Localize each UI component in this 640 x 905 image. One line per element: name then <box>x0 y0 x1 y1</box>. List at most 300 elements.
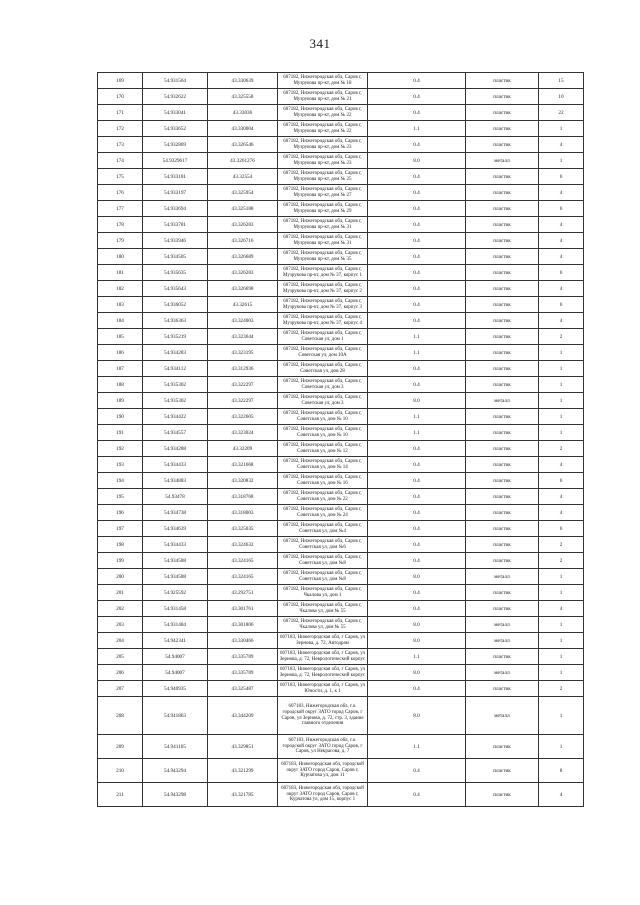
volume-cell: 0.4 <box>368 201 466 217</box>
row-number-cell: 209 <box>98 735 143 759</box>
volume-cell: 0.4 <box>368 361 466 377</box>
table-row <box>98 201 584 217</box>
row-number-cell: 211 <box>98 783 143 807</box>
address-cell: 607183, Нижегородская обл, г Саров, ул Зернова, д. 72, Автодрам <box>278 633 368 649</box>
longitude-cell: 43.324632 <box>208 537 278 553</box>
material-cell: пластик <box>466 297 539 313</box>
row-number-cell: 202 <box>98 601 143 617</box>
volume-cell: 0.4 <box>368 489 466 505</box>
volume-cell: 0.4 <box>368 185 466 201</box>
longitude-cell: 43.32554 <box>208 169 278 185</box>
volume-cell: 0.4 <box>368 265 466 281</box>
material-cell: металл <box>466 569 539 585</box>
count-cell: 4 <box>539 185 584 201</box>
table-row <box>98 105 584 121</box>
table-row <box>98 137 584 153</box>
material-cell: пластик <box>466 217 539 233</box>
count-cell: 4 <box>539 601 584 617</box>
address-cell: 607182, Нижегородская обл, Саров г, Советская ул, дом № 12 <box>278 441 368 457</box>
row-number-cell: 198 <box>98 537 143 553</box>
row-number-cell: 183 <box>98 297 143 313</box>
count-cell: 4 <box>539 249 584 265</box>
page-number: 341 <box>309 36 331 51</box>
material-cell: пластик <box>466 249 539 265</box>
row-number-cell: 193 <box>98 457 143 473</box>
longitude-cell: 43.33036 <box>208 105 278 121</box>
material-cell: пластик <box>466 585 539 601</box>
address-cell: 607182, Нижегородская обл, Саров г, Советская ул, дом № 22 <box>278 489 368 505</box>
count-cell: 4 <box>539 783 584 807</box>
row-number-cell: 199 <box>98 553 143 569</box>
longitude-cell: 43.3261276 <box>208 153 278 169</box>
latitude-cell: 54.931484 <box>143 617 208 633</box>
material-cell: пластик <box>466 313 539 329</box>
latitude-cell: 54.94007 <box>143 665 208 681</box>
volume-cell: 0.4 <box>368 441 466 457</box>
count-cell: 1 <box>539 345 584 361</box>
address-cell: 607182, Нижегородская обл, Саров г, Советская ул, дом № 16 <box>278 473 368 489</box>
latitude-cell: 54.936363 <box>143 313 208 329</box>
table-row <box>98 665 584 681</box>
volume-cell: 0.4 <box>368 297 466 313</box>
count-cell: 10 <box>539 89 584 105</box>
latitude-cell: 54.935302 <box>143 377 208 393</box>
count-cell: 22 <box>539 105 584 121</box>
material-cell: пластик <box>466 425 539 441</box>
address-cell: 607182, Нижегородская обл, Саров г, Музрукова пр-кт, дом № 21 <box>278 89 368 105</box>
address-cell: 607182, Нижегородская обл, Саров г, Музрукова пр-кт, дом № 37, корпус 2 <box>278 281 368 297</box>
count-cell: 1 <box>539 153 584 169</box>
volume-cell: 1.1 <box>368 735 466 759</box>
volume-cell: 1.1 <box>368 345 466 361</box>
table-row <box>98 585 584 601</box>
volume-cell: 0.4 <box>368 537 466 553</box>
count-cell: 2 <box>539 537 584 553</box>
volume-cell: 8.0 <box>368 665 466 681</box>
address-cell: 607182, Нижегородская обл, Саров г, Музрукова пр-кт, дом № 29 <box>278 201 368 217</box>
volume-cell: 8.0 <box>368 153 466 169</box>
row-number-cell: 175 <box>98 169 143 185</box>
count-cell: 2 <box>539 441 584 457</box>
longitude-cell: 43.322605 <box>208 409 278 425</box>
material-cell: пластик <box>466 601 539 617</box>
latitude-cell: 54.933781 <box>143 217 208 233</box>
latitude-cell: 54.934883 <box>143 473 208 489</box>
table-row <box>98 441 584 457</box>
row-number-cell: 194 <box>98 473 143 489</box>
longitude-cell: 43.322297 <box>208 393 278 409</box>
table-row <box>98 153 584 169</box>
volume-cell: 0.4 <box>368 73 466 89</box>
volume-cell: 8.0 <box>368 697 466 735</box>
latitude-cell: 54.934433 <box>143 457 208 473</box>
longitude-cell: 43.324003 <box>208 313 278 329</box>
latitude-cell: 54.943294 <box>143 759 208 783</box>
address-cell: 607182, Нижегородская обл, Саров г, Чкалова ул, дом № 55 <box>278 617 368 633</box>
count-cell: 1 <box>539 377 584 393</box>
address-cell: 607182, Нижегородская обл, Саров г, Советская ул, дом № 10 <box>278 425 368 441</box>
count-cell: 1 <box>539 633 584 649</box>
latitude-cell: 54.934433 <box>143 537 208 553</box>
material-cell: пластик <box>466 681 539 697</box>
row-number-cell: 192 <box>98 441 143 457</box>
material-cell: пластик <box>466 169 539 185</box>
row-number-cell: 174 <box>98 153 143 169</box>
longitude-cell: 43.335789 <box>208 649 278 665</box>
material-cell: пластик <box>466 649 539 665</box>
table-row <box>98 121 584 137</box>
volume-cell: 8.0 <box>368 617 466 633</box>
table-row <box>98 409 584 425</box>
row-number-cell: 180 <box>98 249 143 265</box>
latitude-cell: 54.934422 <box>143 409 208 425</box>
longitude-cell: 43.330639 <box>208 73 278 89</box>
volume-cell: 0.4 <box>368 505 466 521</box>
count-cell: 1 <box>539 665 584 681</box>
volume-cell: 0.4 <box>368 457 466 473</box>
table-row <box>98 361 584 377</box>
row-number-cell: 184 <box>98 313 143 329</box>
volume-cell: 0.4 <box>368 169 466 185</box>
material-cell: металл <box>466 697 539 735</box>
row-number-cell: 171 <box>98 105 143 121</box>
latitude-cell: 54.943298 <box>143 783 208 807</box>
table-row <box>98 759 584 783</box>
address-cell: 607182, Нижегородская обл, Саров г, Советская ул, дом №8 <box>278 569 368 585</box>
latitude-cell: 54.934588 <box>143 569 208 585</box>
latitude-cell: 54.934588 <box>143 553 208 569</box>
container-sites-table <box>97 72 584 807</box>
row-number-cell: 206 <box>98 665 143 681</box>
row-number-cell: 207 <box>98 681 143 697</box>
row-number-cell: 185 <box>98 329 143 345</box>
material-cell: пластик <box>466 73 539 89</box>
latitude-cell: 54.933694 <box>143 201 208 217</box>
material-cell: пластик <box>466 377 539 393</box>
material-cell: пластик <box>466 345 539 361</box>
row-number-cell: 204 <box>98 633 143 649</box>
volume-cell: 0.4 <box>368 105 466 121</box>
volume-cell: 1.1 <box>368 121 466 137</box>
address-cell: 607182, Нижегородская обл, Саров г, Чкалова ул, дом 1 <box>278 585 368 601</box>
latitude-cell: 54.9329617 <box>143 153 208 169</box>
longitude-cell: 43.344209 <box>208 697 278 735</box>
volume-cell: 0.4 <box>368 553 466 569</box>
longitude-cell: 43.318768 <box>208 489 278 505</box>
longitude-cell: 43.325188 <box>208 201 278 217</box>
address-cell: 607182, Нижегородская обл, Саров г, Советская ул, дом 28 <box>278 361 368 377</box>
volume-cell: 0.4 <box>368 89 466 105</box>
longitude-cell: 43.325035 <box>208 521 278 537</box>
address-cell: 607182, Нижегородская обл, Саров г, Советская ул, дом № 24 <box>278 505 368 521</box>
latitude-cell: 54.933041 <box>143 105 208 121</box>
material-cell: металл <box>466 633 539 649</box>
table-row <box>98 601 584 617</box>
count-cell: 1 <box>539 425 584 441</box>
material-cell: пластик <box>466 759 539 783</box>
address-cell: 607182, Нижегородская обл, Саров г, Советская ул, дом 3 <box>278 377 368 393</box>
address-cell: 607182, Нижегородская обл, Саров г, Музрукова пр-кт, дом № 35 <box>278 249 368 265</box>
latitude-cell: 54.934283 <box>143 345 208 361</box>
row-number-cell: 169 <box>98 73 143 89</box>
table-row <box>98 425 584 441</box>
table-row <box>98 473 584 489</box>
count-cell: 6 <box>539 201 584 217</box>
table-row <box>98 281 584 297</box>
material-cell: пластик <box>466 281 539 297</box>
latitude-cell: 54.940935 <box>143 681 208 697</box>
count-cell: 4 <box>539 313 584 329</box>
address-cell: 607182, Нижегородская обл, Саров г, Советская ул, дом №4 <box>278 521 368 537</box>
count-cell: 4 <box>539 457 584 473</box>
longitude-cell: 43.32209 <box>208 441 278 457</box>
latitude-cell: 54.933946 <box>143 233 208 249</box>
address-cell: 607182, Нижегородская обл, Саров г, Музрукова пр-кт, дом № 22 <box>278 121 368 137</box>
material-cell: металл <box>466 393 539 409</box>
material-cell: пластик <box>466 783 539 807</box>
address-cell: 607182, Нижегородская обл, Саров г, Советская ул, дом 10А <box>278 345 368 361</box>
count-cell: 2 <box>539 553 584 569</box>
longitude-cell: 43.325487 <box>208 681 278 697</box>
longitude-cell: 43.301761 <box>208 601 278 617</box>
row-number-cell: 189 <box>98 393 143 409</box>
longitude-cell: 43.330004 <box>208 121 278 137</box>
address-cell: 607183, Нижегородская обл, г Саров, ул Зернова, д. 72, Неврологический корпус <box>278 649 368 665</box>
longitude-cell: 43.312936 <box>208 361 278 377</box>
latitude-cell: 54.931564 <box>143 73 208 89</box>
table-row <box>98 73 584 89</box>
longitude-cell: 43.322297 <box>208 377 278 393</box>
count-cell: 8 <box>539 759 584 783</box>
material-cell: пластик <box>466 473 539 489</box>
table-row <box>98 313 584 329</box>
longitude-cell: 43.324165 <box>208 569 278 585</box>
count-cell: 1 <box>539 585 584 601</box>
longitude-cell: 43.321668 <box>208 457 278 473</box>
table-row <box>98 169 584 185</box>
address-cell: 607182, Нижегородская обл, Саров г, Советская ул, дом 1 <box>278 329 368 345</box>
latitude-cell: 54.925592 <box>143 585 208 601</box>
volume-cell: 0.4 <box>368 521 466 537</box>
count-cell: 1 <box>539 697 584 735</box>
latitude-cell: 54.93478 <box>143 489 208 505</box>
address-cell: 607182, Нижегородская обл, Саров г, Советская ул, дом 3 <box>278 393 368 409</box>
material-cell: пластик <box>466 553 539 569</box>
table-row <box>98 377 584 393</box>
table-row <box>98 233 584 249</box>
longitude-cell: 43.323024 <box>208 425 278 441</box>
material-cell: пластик <box>466 361 539 377</box>
latitude-cell: 54.935219 <box>143 329 208 345</box>
count-cell: 6 <box>539 521 584 537</box>
row-number-cell: 182 <box>98 281 143 297</box>
row-number-cell: 173 <box>98 137 143 153</box>
volume-cell: 8.0 <box>368 393 466 409</box>
latitude-cell: 54.936052 <box>143 297 208 313</box>
count-cell: 4 <box>539 489 584 505</box>
material-cell: металл <box>466 153 539 169</box>
address-cell: 607182, Нижегородская обл, Саров г, Советская ул, дом №8 <box>278 553 368 569</box>
row-number-cell: 172 <box>98 121 143 137</box>
volume-cell: 8.0 <box>368 569 466 585</box>
address-cell: 607182, Нижегородская обл, Саров г, Музрукова пр-кт, дом № 37, корпус 3 <box>278 297 368 313</box>
address-cell: 607182, Нижегородская обл, Саров г, Музрукова пр-кт, дом № 23 <box>278 137 368 153</box>
count-cell: 1 <box>539 735 584 759</box>
latitude-cell: 54.933181 <box>143 169 208 185</box>
row-number-cell: 201 <box>98 585 143 601</box>
count-cell: 4 <box>539 137 584 153</box>
address-cell: 607182, Нижегородская обл, Саров г, Музрукова пр-кт, дом № 18 <box>278 73 368 89</box>
volume-cell: 0.4 <box>368 137 466 153</box>
count-cell: 6 <box>539 169 584 185</box>
table-row <box>98 521 584 537</box>
latitude-cell: 54.932622 <box>143 89 208 105</box>
volume-cell: 0.4 <box>368 313 466 329</box>
latitude-cell: 54.942341 <box>143 633 208 649</box>
volume-cell: 8.0 <box>368 633 466 649</box>
address-cell: 607183, Нижегородская обл, г Саров, ул Зернова, д. 72, Неврологический корпус <box>278 665 368 681</box>
latitude-cell: 54.934557 <box>143 425 208 441</box>
count-cell: 1 <box>539 569 584 585</box>
latitude-cell: 54.935643 <box>143 281 208 297</box>
row-number-cell: 203 <box>98 617 143 633</box>
table-row <box>98 297 584 313</box>
longitude-cell: 43.321299 <box>208 759 278 783</box>
volume-cell: 0.4 <box>368 377 466 393</box>
address-cell: 607182, Нижегородская обл, Саров г, Музрукова пр-кт, дом № 37, корпус 1 <box>278 265 368 281</box>
table-row <box>98 249 584 265</box>
longitude-cell: 43.326689 <box>208 249 278 265</box>
volume-cell: 0.4 <box>368 249 466 265</box>
table-row <box>98 265 584 281</box>
count-cell: 15 <box>539 73 584 89</box>
address-cell: 607183, Нижегородская обл, г Саров, ул Юности, д. 1, к 1 <box>278 681 368 697</box>
count-cell: 6 <box>539 297 584 313</box>
table-row <box>98 345 584 361</box>
count-cell: 6 <box>539 473 584 489</box>
table-row <box>98 457 584 473</box>
latitude-cell: 54.934505 <box>143 249 208 265</box>
address-cell: 607182, Нижегородская обл, Саров г, Чкалова ул, дом № 55 <box>278 601 368 617</box>
count-cell: 1 <box>539 393 584 409</box>
material-cell: пластик <box>466 735 539 759</box>
material-cell: пластик <box>466 489 539 505</box>
latitude-cell: 54.933652 <box>143 121 208 137</box>
row-number-cell: 195 <box>98 489 143 505</box>
row-number-cell: 208 <box>98 697 143 735</box>
table-row <box>98 617 584 633</box>
table-row <box>98 393 584 409</box>
latitude-cell: 54.934288 <box>143 441 208 457</box>
address-cell: 607182, Нижегородская обл, Саров г, Музрукова пр-кт, дом № 25 <box>278 169 368 185</box>
row-number-cell: 186 <box>98 345 143 361</box>
latitude-cell: 54.932869 <box>143 137 208 153</box>
volume-cell: 1.1 <box>368 329 466 345</box>
volume-cell: 0.4 <box>368 473 466 489</box>
row-number-cell: 191 <box>98 425 143 441</box>
address-cell: 607182, Нижегородская обл, Саров г, Советская ул, дом №6 <box>278 537 368 553</box>
material-cell: пластик <box>466 409 539 425</box>
latitude-cell: 54.941105 <box>143 735 208 759</box>
address-cell: 607182, Нижегородская обл, Саров г, Музрукова пр-кт, дом № 27 <box>278 185 368 201</box>
count-cell: 2 <box>539 681 584 697</box>
longitude-cell: 43.301806 <box>208 617 278 633</box>
table-row <box>98 633 584 649</box>
longitude-cell: 43.326698 <box>208 281 278 297</box>
table-row <box>98 329 584 345</box>
count-cell: 1 <box>539 617 584 633</box>
table-row <box>98 537 584 553</box>
latitude-cell: 54.934639 <box>143 521 208 537</box>
material-cell: пластик <box>466 441 539 457</box>
material-cell: пластик <box>466 505 539 521</box>
volume-cell: 0.4 <box>368 585 466 601</box>
longitude-cell: 43.320832 <box>208 473 278 489</box>
latitude-cell: 54.931458 <box>143 601 208 617</box>
material-cell: пластик <box>466 537 539 553</box>
volume-cell: 0.4 <box>368 281 466 297</box>
latitude-cell: 54.934112 <box>143 361 208 377</box>
table-row <box>98 783 584 807</box>
volume-cell: 1.1 <box>368 649 466 665</box>
volume-cell: 0.4 <box>368 601 466 617</box>
material-cell: пластик <box>466 121 539 137</box>
longitude-cell: 43.335789 <box>208 665 278 681</box>
volume-cell: 0.4 <box>368 783 466 807</box>
row-number-cell: 188 <box>98 377 143 393</box>
volume-cell: 0.4 <box>368 759 466 783</box>
longitude-cell: 43.330466 <box>208 633 278 649</box>
volume-cell: 0.4 <box>368 217 466 233</box>
count-cell: 4 <box>539 233 584 249</box>
address-cell: 607182, Нижегородская обл, Саров г, Музрукова пр-кт, дом № 37, корпус 4 <box>278 313 368 329</box>
material-cell: пластик <box>466 265 539 281</box>
volume-cell: 0.4 <box>368 233 466 249</box>
longitude-cell: 43.323195 <box>208 345 278 361</box>
material-cell: металл <box>466 617 539 633</box>
latitude-cell: 54.934738 <box>143 505 208 521</box>
address-cell: 607182, Нижегородская обл, Саров г, Советская ул, дом № 10 <box>278 409 368 425</box>
count-cell: 1 <box>539 409 584 425</box>
address-cell: 607183, Нижегородская обл, городской округ ЗАТО город Саров, Саров г, Курчатова ул, дом 15, корпус 1 <box>278 783 368 807</box>
longitude-cell: 43.326283 <box>208 265 278 281</box>
material-cell: металл <box>466 665 539 681</box>
table-row <box>98 697 584 735</box>
longitude-cell: 43.329851 <box>208 735 278 759</box>
table-row <box>98 569 584 585</box>
count-cell: 1 <box>539 121 584 137</box>
longitude-cell: 43.326716 <box>208 233 278 249</box>
row-number-cell: 178 <box>98 217 143 233</box>
row-number-cell: 176 <box>98 185 143 201</box>
longitude-cell: 43.325954 <box>208 185 278 201</box>
count-cell: 4 <box>539 217 584 233</box>
count-cell: 1 <box>539 649 584 665</box>
row-number-cell: 179 <box>98 233 143 249</box>
count-cell: 2 <box>539 329 584 345</box>
material-cell: пластик <box>466 185 539 201</box>
table-row <box>98 217 584 233</box>
longitude-cell: 43.323644 <box>208 329 278 345</box>
longitude-cell: 43.292751 <box>208 585 278 601</box>
latitude-cell: 54.933197 <box>143 185 208 201</box>
material-cell: пластик <box>466 233 539 249</box>
material-cell: пластик <box>466 521 539 537</box>
address-cell: 607182, Нижегородская обл, Саров г, Музрукова пр-кт, дом № 23 <box>278 153 368 169</box>
longitude-cell: 43.325558 <box>208 89 278 105</box>
table-row <box>98 649 584 665</box>
longitude-cell: 43.318003 <box>208 505 278 521</box>
